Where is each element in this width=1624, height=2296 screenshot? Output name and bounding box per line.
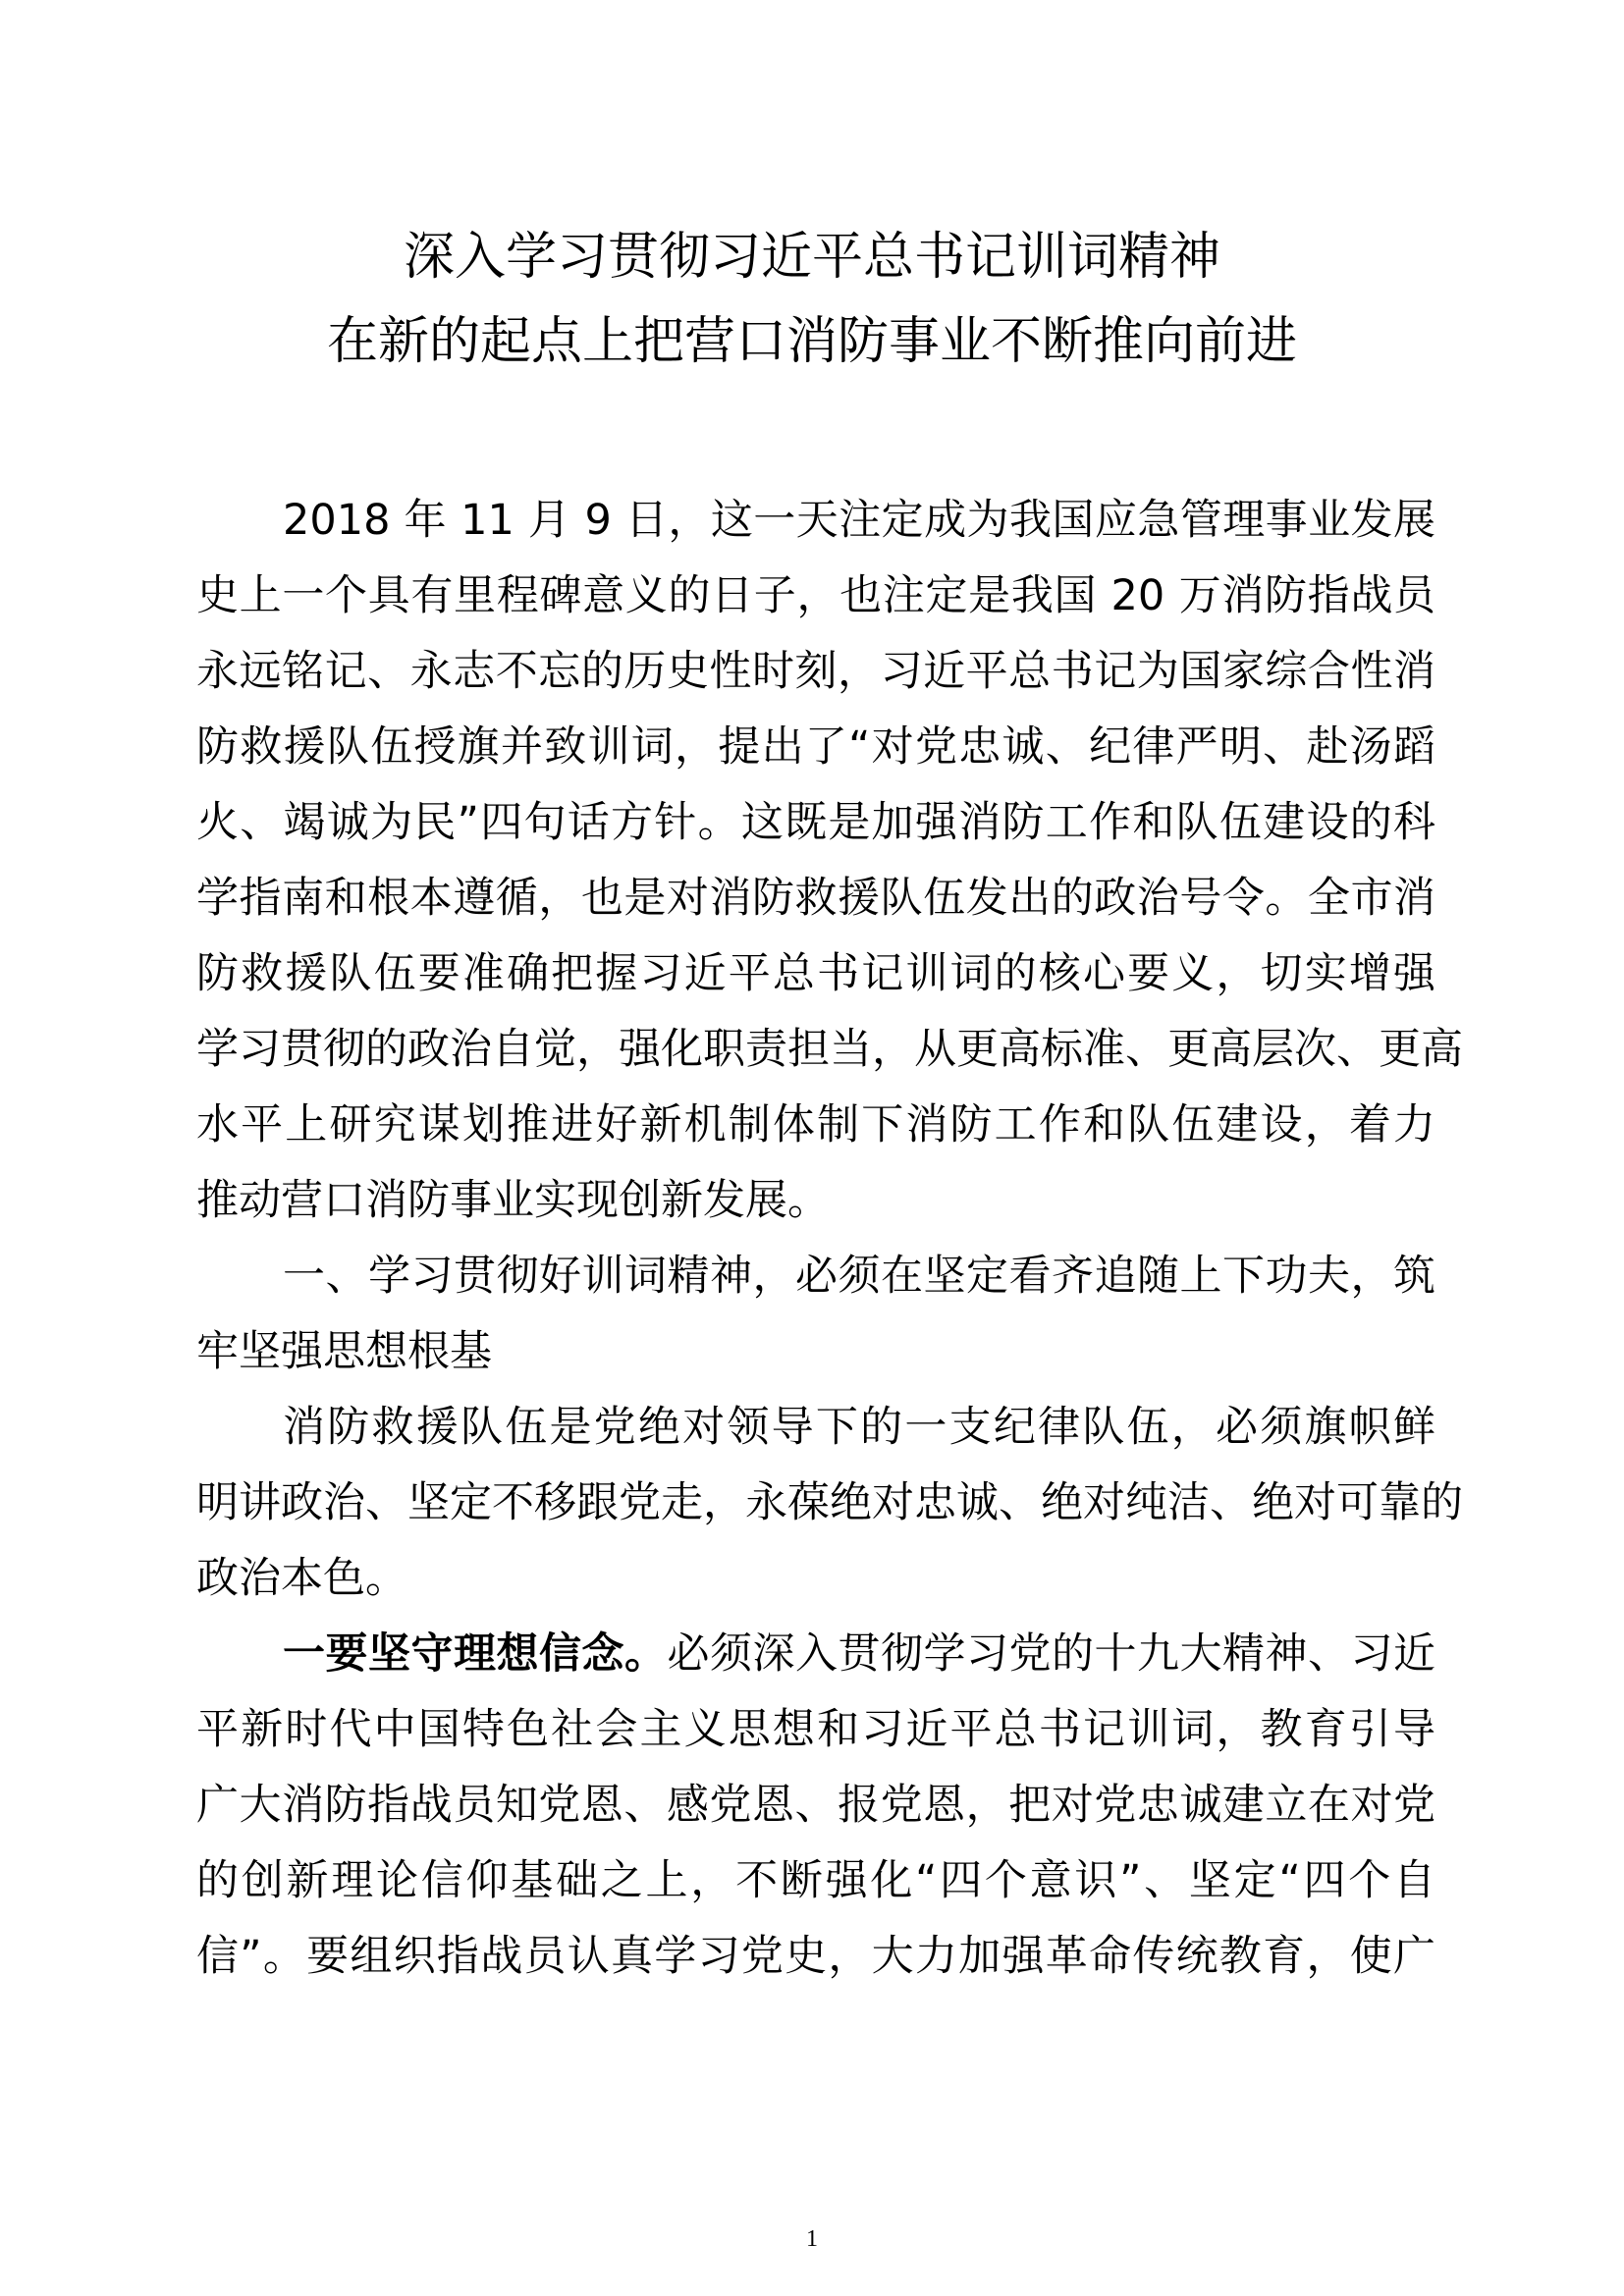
text-line bbox=[196, 785, 1435, 861]
line-text: 明讲政治、坚定不移跟党走，永葆绝对忠诚、绝对纯洁、绝对可靠的 bbox=[196, 1478, 1463, 1527]
line-text: 牢坚强思想根基 bbox=[196, 1327, 492, 1376]
text-line bbox=[196, 861, 1435, 936]
line-text: 永远铭记、永志不忘的历史性时刻，习近平总书记为国家综合性消 bbox=[196, 647, 1435, 696]
text-line bbox=[196, 1314, 1435, 1390]
text-line bbox=[196, 1088, 1435, 1163]
page-number: 1 bbox=[806, 2226, 818, 2252]
line-text: 学习贯彻的政治自觉，强化职责担当，从更高标准、更高层次、更高 bbox=[196, 1025, 1463, 1074]
line-text: 2018 年 11 月 9 日，这一天注定成为我国应急管理事业发展 bbox=[283, 496, 1435, 545]
text-line bbox=[196, 1163, 1435, 1239]
line-text: 平新时代中国特色社会主义思想和习近平总书记训词，教育引导 bbox=[196, 1705, 1435, 1754]
text-line bbox=[196, 1541, 1435, 1617]
line-text: 信”。要组织指战员认真学习党史，大力加强革命传统教育，使广 bbox=[196, 1932, 1435, 1981]
text-line bbox=[196, 1919, 1435, 1995]
text-line bbox=[196, 1692, 1435, 1768]
text-line bbox=[196, 1843, 1435, 1919]
text-line bbox=[196, 1768, 1435, 1843]
document-body bbox=[196, 483, 1463, 1995]
document-title-line-2: 在新的起点上把营口消防事业不断推向前进 bbox=[326, 312, 1297, 371]
line-text: 水平上研究谋划推进好新机制体制下消防工作和队伍建设，着力 bbox=[196, 1100, 1435, 1149]
text-line bbox=[196, 483, 1435, 559]
text-line bbox=[196, 710, 1435, 785]
line-text: 的创新理论信仰基础之上，不断强化“四个意识”、坚定“四个自 bbox=[196, 1856, 1435, 1905]
line-text: 火、竭诚为民”四句话方针。这既是加强消防工作和队伍建设的科 bbox=[196, 798, 1435, 847]
line-text: 必须深入贯彻学习党的十九大精神、习近 bbox=[667, 1629, 1435, 1679]
text-line bbox=[196, 634, 1435, 710]
line-text: 防救援队伍要准确把握习近平总书记训词的核心要义，切实增强 bbox=[196, 949, 1435, 998]
line-text: 史上一个具有里程碑意义的日子，也注定是我国 20 万消防指战员 bbox=[196, 571, 1435, 620]
text-line bbox=[196, 559, 1435, 634]
line-text: 广大消防指战员知党恩、感党恩、报党恩，把对党忠诚建立在对党 bbox=[196, 1781, 1435, 1830]
text-line bbox=[196, 1390, 1435, 1466]
text-line bbox=[196, 1239, 1435, 1314]
line-text: 政治本色。 bbox=[196, 1554, 407, 1603]
text-line bbox=[196, 936, 1435, 1012]
text-line bbox=[196, 1617, 1435, 1692]
line-text: 防救援队伍授旗并致训词，提出了“对党忠诚、纪律严明、赴汤蹈 bbox=[196, 722, 1435, 772]
line-text: 消防救援队伍是党绝对领导下的一支纪律队伍，必须旗帜鲜 bbox=[283, 1403, 1435, 1452]
line-text: 推动营口消防事业实现创新发展。 bbox=[196, 1176, 830, 1225]
text-line bbox=[196, 1012, 1463, 1088]
line-text: 一、学习贯彻好训词精神，必须在坚定看齐追随上下功夫，筑 bbox=[283, 1252, 1435, 1301]
bold-lead-in: 一要坚守理想信念。 bbox=[283, 1629, 668, 1679]
document-title-line-1: 深入学习贯彻习近平总书记训词精神 bbox=[403, 228, 1220, 287]
line-text: 学指南和根本遵循，也是对消防救援队伍发出的政治号令。全市消 bbox=[196, 874, 1435, 923]
text-line bbox=[196, 1466, 1463, 1541]
